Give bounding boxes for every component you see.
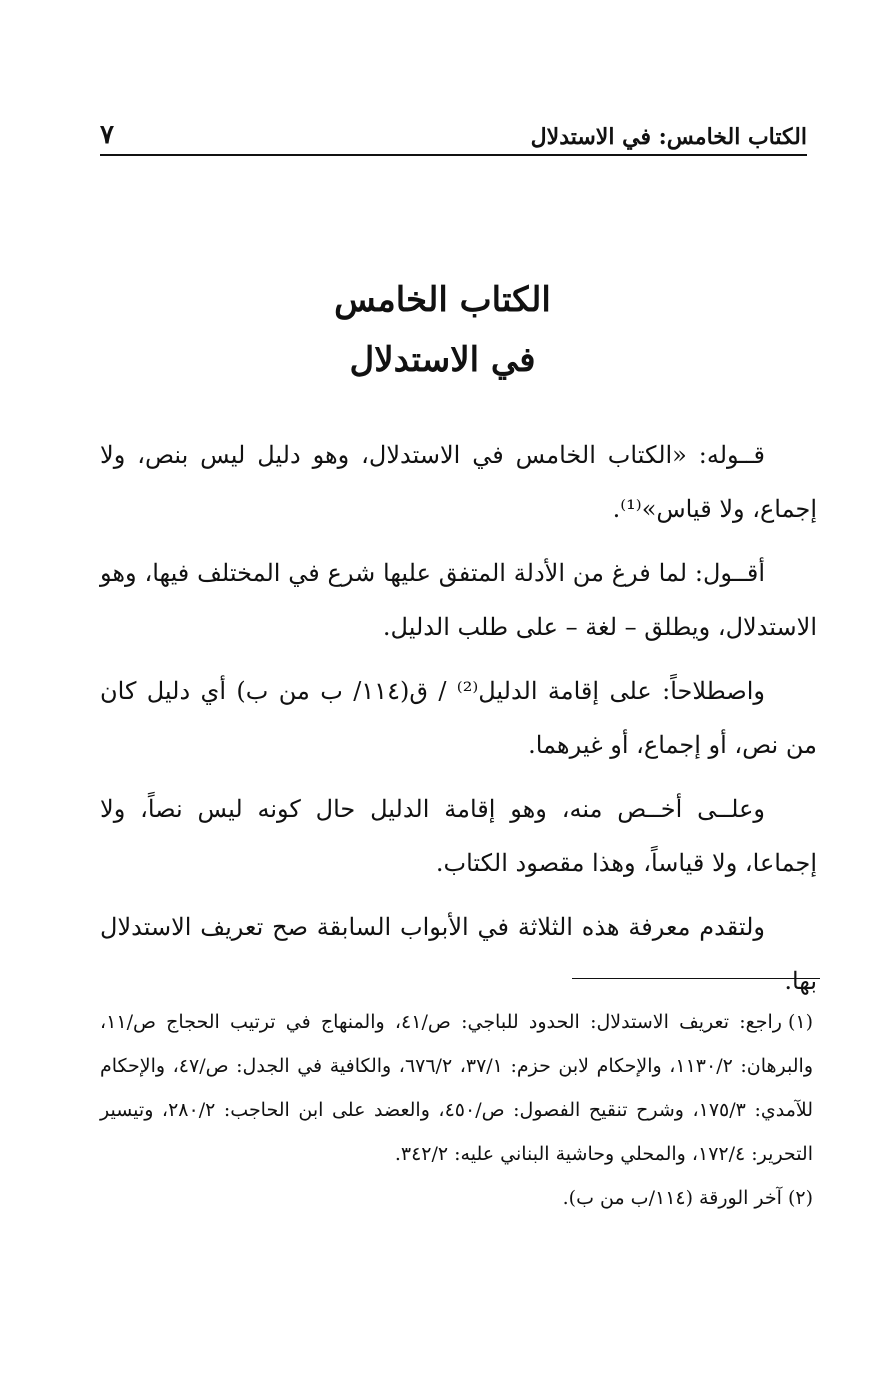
footnote-1	[100, 1000, 813, 1176]
paragraph-conclusion: ولتقدم معرفة هذه الثلاثة في الأبواب السابقة صح تعريف الاستدلال بها.	[100, 913, 817, 995]
paragraph-quote: قــوله: «الكتاب الخامس في الاستدلال، وهو دليل ليس بنص، ولا إجماع، ولا قياس»⁽¹⁾.	[100, 441, 817, 523]
footnote-2	[100, 1176, 813, 1220]
page-number: ٧	[100, 120, 114, 150]
footnote-number: (١)	[787, 1011, 813, 1033]
paragraph-technical-definition: واصطلاحاً: على إقامة الدليل⁽²⁾ / ق(١١٤/ ب من ب) أي دليل كان من نص، أو إجماع، أو غيرهما.	[100, 677, 817, 759]
paragraph-narrow-definition: وعلــى أخــص منه، وهو إقامة الدليل حال كونه ليس نصاً، ولا إجماعا، ولا قياساً، وهذا مقصود الكتاب.	[100, 795, 817, 877]
running-title: الكتاب الخامس: في الاستدلال	[530, 124, 807, 150]
chapter-heading	[0, 270, 885, 390]
body-text	[100, 428, 817, 1018]
footnote-number: (٢)	[787, 1187, 813, 1209]
footnotes	[100, 1000, 813, 1220]
chapter-subtitle: في الاستدلال	[349, 340, 536, 380]
footnote-text: راجع: تعريف الاستدلال: الحدود للباجي: ص/٤١، والمنهاج في ترتيب الحجاج ص/١١، والبرهان: ١١٣٠/٢، والإحكام لابن حزم: ٣٧/١، ٦٧٦/٢، والكافية في الجدل: ص/٤٧، والإحكام للآمدي: ١٧٥/٣، وشرح تنقيح الفصول: ص/٤٥٠، والعضد على ابن الحاجب: ٢٨٠/٢، وتيسير التحرير: ١٧٢/٤، والمحلي وحاشية البناني عليه: ٣٤٢/٢.	[100, 1011, 814, 1165]
running-header	[100, 112, 807, 156]
footnote-text: آخر الورقة (١١٤/ب من ب).	[562, 1187, 782, 1209]
footnote-divider	[572, 978, 820, 979]
paragraph-commentary: أقــول: لما فرغ من الأدلة المتفق عليها شرع في المختلف فيها، وهو الاستدلال، ويطلق – لغة – على طلب الدليل.	[100, 559, 817, 641]
chapter-title: الكتاب الخامس	[334, 280, 551, 320]
